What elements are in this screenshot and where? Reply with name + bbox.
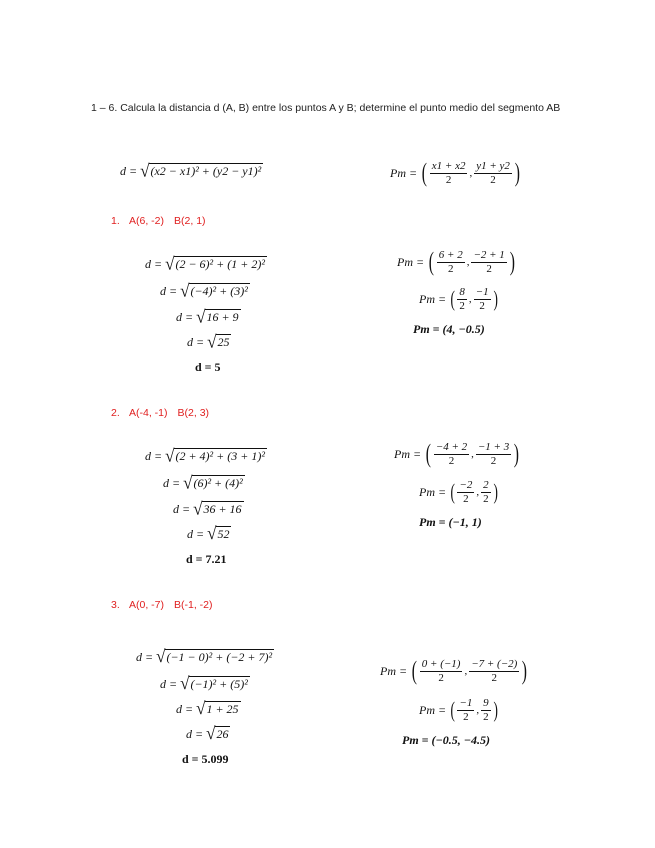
problem-2-distance-result: d = 7.21 [186,552,227,566]
problem-3-distance-result: d = 5.099 [182,752,229,766]
problem-3-midpoint-step-2: Pm = ( $\frac{-1}{2}$ , $\frac{9}{2}$ ) [419,697,498,723]
problem-3-midpoint-step-1: Pm = ( $\frac{0 + (-1)}{2}$ , $\frac{-7 + (-2)}{2}$ ) [380,656,528,685]
problem-1-midpoint-result: Pm = (4, −0.5) [413,322,485,336]
problem-1-distance-step-4: d = √ 25 [187,331,230,352]
problem-2-midpoint-result: Pm = (−1, 1) [419,515,482,529]
problem-3-heading: 3. A(0, -7) B(-1, -2) [111,599,213,611]
problem-3-distance-step-2: d = √ (−1)² + (5)² [160,673,248,694]
midpoint-x-numerator: x1 + x2 [431,160,466,172]
problem-1-distance-result: d = 5 [195,360,221,374]
problem-1-midpoint-step-2: Pm = ( $\frac{8}{2}$ , $\frac{-1}{2}$ ) [419,286,498,312]
problem-3-distance-step-4: d = √ 26 [186,723,229,744]
problem-2-distance-step-2: d = √ (6)² + (4)² [163,472,243,493]
problem-3-distance-step-3: d = √ 1 + 25 [176,698,239,719]
midpoint-formula: Pm = ( $\frac{x1 + x2}{2}$ , $\frac{y1 + y2}{2}$ ) [390,158,520,187]
distance-formula-lhs: d = [120,163,138,178]
distance-formula: d = √ (x2 − x1)² + (y2 − y1)² [120,160,262,181]
problem-1-midpoint-step-1: Pm = ( $\frac{6 + 2}{2}$ , $\frac{-2 + 1}{2}$ ) [397,247,515,276]
problem-1-distance-step-1: d = √ (2 − 6)² + (1 + 2)² [145,253,265,274]
distance-formula-radicand: (x2 − x1)² + (y2 − y1)² [150,164,262,178]
problem-2-distance-step-1: d = √ (2 + 4)² + (3 + 1)² [145,445,265,466]
problem-2-distance-step-4: d = √ 52 [187,523,230,544]
problem-2-midpoint-step-2: Pm = ( $\frac{-2}{2}$ , $\frac{2}{2}$ ) [419,479,498,505]
problem-2-distance-step-3: d = √ 36 + 16 [173,498,242,519]
midpoint-x-denominator: 2 [445,174,452,186]
exercise-instructions: 1 – 6. Calcula la distancia d (A, B) entre los puntos A y B; determine el punto medio del segmento AB [91,102,561,114]
problem-1-heading: 1. A(6, -2) B(2, 1) [111,215,206,227]
problem-3-distance-step-1: d = √ (−1 − 0)² + (−2 + 7)² [136,646,273,667]
problem-2-heading: 2. A(-4, -1) B(2, 3) [111,407,210,419]
midpoint-formula-lhs: Pm = [390,165,418,180]
midpoint-y-denominator: 2 [490,174,496,186]
problem-1-distance-step-2: d = √ (−4)² + (3)² [160,280,248,301]
problem-1-distance-step-3: d = √ 16 + 9 [176,306,239,327]
midpoint-y-numerator: y1 + y2 [476,160,510,172]
problem-3-midpoint-result: Pm = (−0.5, −4.5) [402,733,491,747]
problem-2-midpoint-step-1: Pm = ( $\frac{-4 + 2}{2}$ , $\frac{-1 + 3}{2}$ ) [394,439,520,468]
